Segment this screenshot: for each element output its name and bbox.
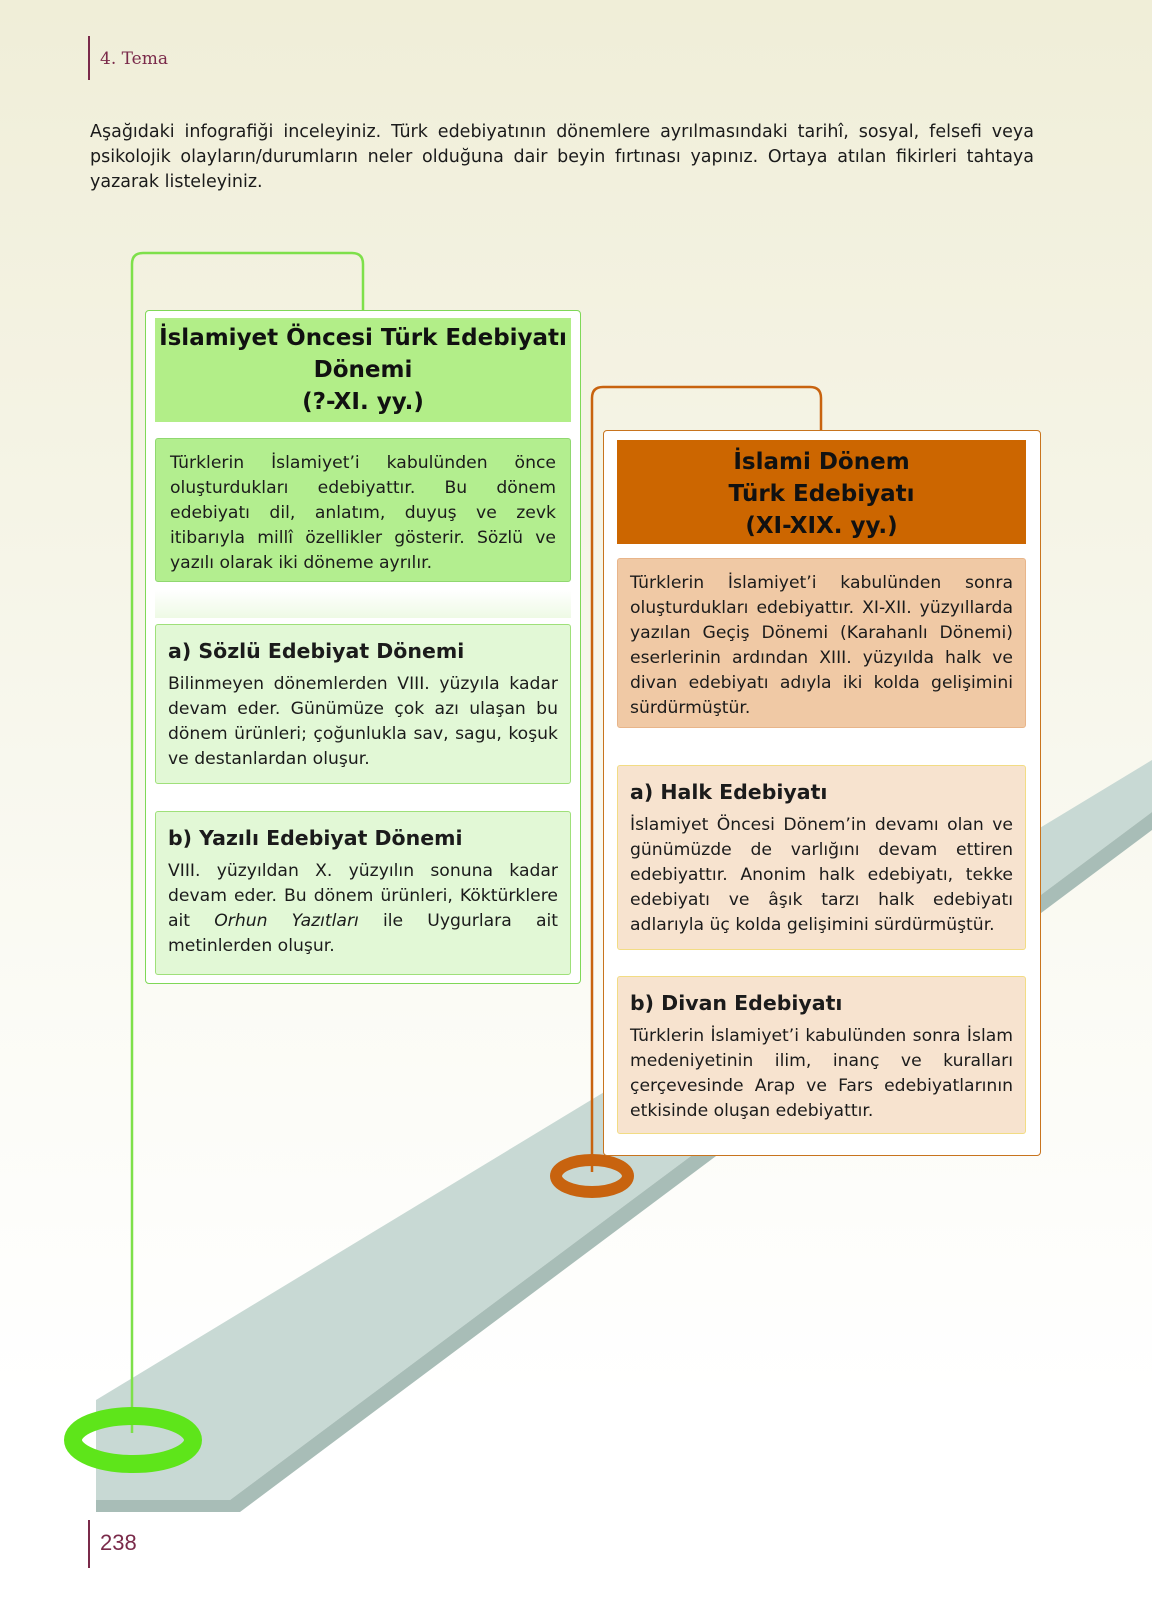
footer-rule	[88, 1520, 90, 1568]
written-literature-text	[168, 859, 558, 959]
pre-islamic-title-line1: İslamiyet Öncesi Türk Edebiyatı	[159, 325, 567, 351]
folk-literature-box	[617, 765, 1026, 950]
pre-islamic-title-line3: (?-XI. yy.)	[302, 389, 424, 415]
header-rule	[88, 36, 90, 80]
page-number: 238	[100, 1530, 137, 1555]
written-text-part1: VIII. yüzyıldan X. yüzyılın sonuna kadar devam eder. Bu dönem ürünleri, Köktürklere ait	[168, 861, 558, 931]
islamic-title-line1: İslami Dönem	[733, 449, 910, 475]
written-literature-heading: b) Yazılı Edebiyat Dönemi	[168, 826, 463, 850]
islamic-title-line2: Türk Edebiyatı	[728, 481, 915, 507]
orhun-inscriptions: Orhun Yazıtları	[214, 911, 359, 931]
divider-band	[155, 590, 571, 618]
divan-literature-box	[617, 976, 1026, 1134]
header-title: 4. Tema	[100, 49, 168, 69]
pre-islamic-title	[155, 318, 571, 422]
islamic-description-text: Türklerin İslamiyet’i kabulünden sonra oluşturdukları edebiyattır. XI-XII. yüzyıllarda yazılan Geçiş Dönemi (Karahanlı Dönemi) eserlerinin ardından XIII. yüzyılda halk ve divan edebiyatı adıyla iki kolda gelişimini sürdürmüştür.	[630, 573, 1013, 718]
folk-literature-text: İslamiyet Öncesi Dönem’in devamı olan ve günümüzde de varlığını devam ettiren edebiyattır. Anonim halk edebiyatı, tekke edebiyatı ve âşık tarzı halk edebiyatı adlarıyla üç kolda gelişimini sürdürmüştür.	[630, 815, 1013, 935]
pre-islamic-title-line2: Dönemi	[313, 357, 413, 383]
oral-literature-box	[155, 624, 571, 784]
islamic-title	[617, 440, 1026, 544]
pre-islamic-description	[155, 438, 571, 582]
folk-literature-heading: a) Halk Edebiyatı	[630, 780, 828, 804]
divan-literature-text: Türklerin İslamiyet’i kabulünden sonra İslam medeniyetinin ilim, inanç ve kuralları çerçevesinde Arap ve Fars edebiyatlarının etkisinde oluşan edebiyattır.	[630, 1026, 1013, 1121]
intro-paragraph: Aşağıdaki infografiği inceleyiniz. Türk edebiyatının dönemlere ayrılmasındaki tarihî, sosyal, felsefi veya psikolojik olayların/durumların neler olduğuna dair beyin fırtınası yapınız. Ortaya atılan fikirleri tahtaya yazarak listeleyiniz.	[90, 122, 1034, 192]
divan-literature-heading: b) Divan Edebiyatı	[630, 991, 843, 1015]
islamic-title-line3: (XI-XIX. yy.)	[745, 513, 898, 539]
islamic-description	[617, 558, 1026, 728]
written-literature-box	[155, 811, 571, 975]
oral-literature-text: Bilinmeyen dönemlerden VIII. yüzyıla kadar devam eder. Günümüze çok azı ulaşan bu dönem ürünleri; çoğunlukla sav, sagu, koşuk ve destanlardan oluşur.	[168, 674, 558, 769]
oral-literature-heading: a) Sözlü Edebiyat Dönemi	[168, 639, 465, 663]
pre-islamic-description-text: Türklerin İslamiyet’i kabulünden önce oluşturdukları edebiyattır. Bu dönem edebiyatı dil, anlatım, duyuş ve zevk itibarıyla millî özellikler gösterir. Sözlü ve yazılı olarak iki döneme ayrılır.	[170, 453, 556, 573]
written-text-part2: ile Uygurlara ait metinlerden oluşur.	[168, 911, 558, 956]
